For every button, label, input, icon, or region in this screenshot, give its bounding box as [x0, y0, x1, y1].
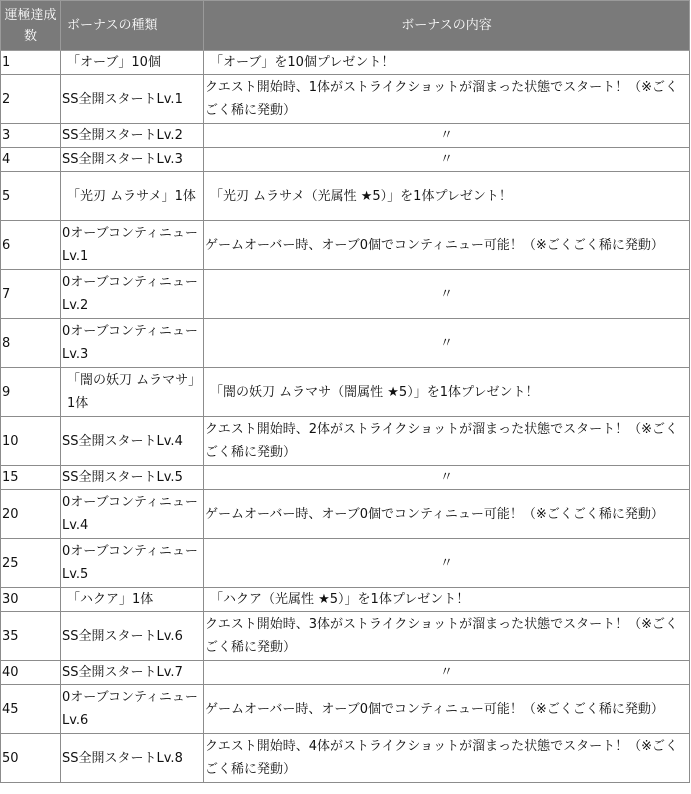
bonus-desc-cell: クエスト開始時、3体がストライクショットが溜まった状態でスタート！（※ごくごく稀に発動） — [204, 612, 690, 661]
header-count: 運極達成数 — [1, 1, 61, 51]
table-row — [1, 148, 690, 172]
table-body — [1, 51, 690, 783]
bonus-desc-cell: 〃 — [204, 319, 690, 368]
bonus-type-cell: 0オーブコンティニューLv.6 — [61, 685, 204, 734]
bonus-desc-cell: 〃 — [204, 539, 690, 588]
table-row — [1, 539, 690, 588]
bonus-type-cell: 0オーブコンティニューLv.3 — [61, 319, 204, 368]
table-row — [1, 319, 690, 368]
table-row — [1, 172, 690, 221]
table-row — [1, 490, 690, 539]
achievement-count-cell: 50 — [1, 734, 61, 783]
table-row — [1, 588, 690, 612]
bonus-type-cell: SS全開スタートLv.5 — [61, 466, 204, 490]
bonus-desc-cell: 「ハクア（光属性 ★5）」を1体プレゼント！ — [204, 588, 690, 612]
bonus-type-cell: SS全開スタートLv.7 — [61, 661, 204, 685]
achievement-count-cell: 7 — [1, 270, 61, 319]
table-row — [1, 270, 690, 319]
bonus-desc-cell: 「光刃 ムラサメ（光属性 ★5）」を1体プレゼント！ — [204, 172, 690, 221]
achievement-count-cell: 35 — [1, 612, 61, 661]
table-header — [1, 1, 690, 51]
achievement-count-cell: 25 — [1, 539, 61, 588]
header-desc: ボーナスの内容 — [204, 1, 690, 51]
table-row — [1, 685, 690, 734]
achievement-count-cell: 6 — [1, 221, 61, 270]
bonus-desc-cell: 「闇の妖刀 ムラマサ（闇属性 ★5）」を1体プレゼント！ — [204, 368, 690, 417]
achievement-count-cell: 45 — [1, 685, 61, 734]
bonus-type-cell: 「闇の妖刀 ムラマサ」1体 — [61, 368, 204, 417]
bonus-type-cell: SS全開スタートLv.6 — [61, 612, 204, 661]
bonus-desc-cell: クエスト開始時、2体がストライクショットが溜まった状態でスタート！（※ごくごく稀に発動） — [204, 417, 690, 466]
table-row — [1, 75, 690, 124]
bonus-desc-cell: ゲームオーバー時、オーブ0個でコンティニュー可能！（※ごくごく稀に発動） — [204, 221, 690, 270]
bonus-desc-cell: ゲームオーバー時、オーブ0個でコンティニュー可能！（※ごくごく稀に発動） — [204, 685, 690, 734]
achievement-count-cell: 8 — [1, 319, 61, 368]
bonus-desc-cell: 〃 — [204, 661, 690, 685]
header-row — [1, 1, 690, 51]
table-row — [1, 51, 690, 75]
achievement-count-cell: 3 — [1, 124, 61, 148]
bonus-desc-cell: 〃 — [204, 124, 690, 148]
table-row — [1, 612, 690, 661]
achievement-count-cell: 9 — [1, 368, 61, 417]
achievement-count-cell: 1 — [1, 51, 61, 75]
table-row — [1, 661, 690, 685]
achievement-count-cell: 5 — [1, 172, 61, 221]
bonus-type-cell: 0オーブコンティニューLv.5 — [61, 539, 204, 588]
bonus-type-cell: SS全開スタートLv.2 — [61, 124, 204, 148]
bonus-type-cell: SS全開スタートLv.1 — [61, 75, 204, 124]
bonus-type-cell: 「オーブ」10個 — [61, 51, 204, 75]
table-row — [1, 417, 690, 466]
table-row — [1, 466, 690, 490]
table-row — [1, 221, 690, 270]
bonus-desc-cell: 〃 — [204, 270, 690, 319]
bonus-type-cell: 「光刃 ムラサメ」1体 — [61, 172, 204, 221]
achievement-count-cell: 2 — [1, 75, 61, 124]
bonus-type-cell: SS全開スタートLv.3 — [61, 148, 204, 172]
bonus-type-cell: 0オーブコンティニューLv.4 — [61, 490, 204, 539]
bonus-type-cell: 「ハクア」1体 — [61, 588, 204, 612]
bonus-type-cell: SS全開スタートLv.8 — [61, 734, 204, 783]
bonus-desc-cell: 「オーブ」を10個プレゼント！ — [204, 51, 690, 75]
achievement-count-cell: 4 — [1, 148, 61, 172]
achievement-count-cell: 10 — [1, 417, 61, 466]
bonus-desc-cell: クエスト開始時、4体がストライクショットが溜まった状態でスタート！（※ごくごく稀に発動） — [204, 734, 690, 783]
table-row — [1, 368, 690, 417]
achievement-count-cell: 40 — [1, 661, 61, 685]
table-row — [1, 124, 690, 148]
bonus-desc-cell: 〃 — [204, 466, 690, 490]
bonus-desc-cell: クエスト開始時、1体がストライクショットが溜まった状態でスタート！（※ごくごく稀に発動） — [204, 75, 690, 124]
bonus-desc-cell: 〃 — [204, 148, 690, 172]
bonus-type-cell: SS全開スタートLv.4 — [61, 417, 204, 466]
achievement-count-cell: 15 — [1, 466, 61, 490]
bonus-type-cell: 0オーブコンティニューLv.1 — [61, 221, 204, 270]
header-type: ボーナスの種類 — [61, 1, 204, 51]
achievement-count-cell: 30 — [1, 588, 61, 612]
achievement-count-cell: 20 — [1, 490, 61, 539]
bonus-desc-cell: ゲームオーバー時、オーブ0個でコンティニュー可能！（※ごくごく稀に発動） — [204, 490, 690, 539]
bonus-type-cell: 0オーブコンティニューLv.2 — [61, 270, 204, 319]
table-row — [1, 734, 690, 783]
